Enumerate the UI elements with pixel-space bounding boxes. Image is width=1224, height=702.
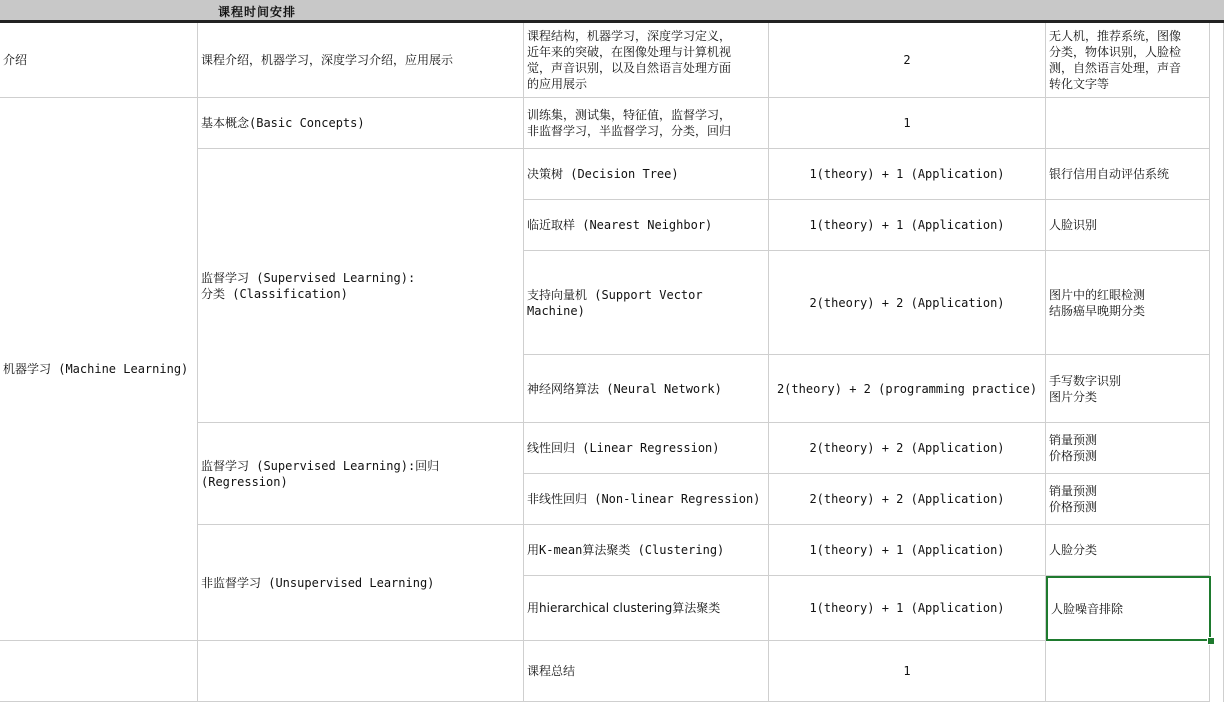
cell-topic-supervised-classification[interactable]: 监督学习 (Supervised Learning): 分类 (Classification) [198, 149, 524, 423]
cell-section-empty[interactable] [0, 641, 198, 702]
cell-content-hierarchical[interactable]: 用hierarchical clustering算法聚类 [524, 576, 769, 641]
cell-hours-nonlinear-regression[interactable]: 2(theory) + 2 (Application) [769, 474, 1046, 525]
cell-content-summary[interactable]: 课程总结 [524, 641, 769, 702]
cell-apps-hierarchical-selected[interactable]: 人脸噪音排除 [1046, 576, 1211, 641]
cell-apps-summary[interactable] [1046, 641, 1210, 702]
cell-hours-intro[interactable]: 2 [769, 23, 1046, 98]
cell-content-basic[interactable]: 训练集，测试集，特征值，监督学习， 非监督学习，半监督学习，分类，回归 [524, 98, 769, 149]
fill-handle[interactable] [1207, 637, 1215, 645]
cell-hours-neural-network[interactable]: 2(theory) + 2 (programming practice) [769, 355, 1046, 423]
cell-column-f[interactable] [1210, 23, 1224, 702]
cell-content-nonlinear-regression[interactable]: 非线性回归 (Non-linear Regression) [524, 474, 769, 525]
cell-apps-linear-regression[interactable]: 销量预测 价格预测 [1046, 423, 1210, 474]
cell-hours-summary[interactable]: 1 [769, 641, 1046, 702]
header-row[interactable] [0, 0, 1224, 23]
cell-content-svm[interactable]: 支持向量机 (Support Vector Machine) [524, 251, 769, 355]
cell-content-intro[interactable]: 课程结构，机器学习，深度学习定义， 近年来的突破，在图像处理与计算机视 觉，声音识别，以及自然语言处理方面 的应用展示 [524, 23, 769, 98]
cell-hours-nearest-neighbor[interactable]: 1(theory) + 1 (Application) [769, 200, 1046, 251]
cell-apps-nonlinear-regression[interactable]: 销量预测 价格预测 [1046, 474, 1210, 525]
cell-hours-kmeans[interactable]: 1(theory) + 1 (Application) [769, 525, 1046, 576]
cell-hours-svm[interactable]: 2(theory) + 2 (Application) [769, 251, 1046, 355]
sheet-title: 课程时间安排 [218, 5, 297, 19]
cell-hours-basic[interactable]: 1 [769, 98, 1046, 149]
cell-content-kmeans[interactable]: 用K-mean算法聚类 (Clustering) [524, 525, 769, 576]
cell-content-decision-tree[interactable]: 决策树 (Decision Tree) [524, 149, 769, 200]
cell-hours-linear-regression[interactable]: 2(theory) + 2 (Application) [769, 423, 1046, 474]
cell-topic-unsupervised[interactable]: 非监督学习 (Unsupervised Learning) [198, 525, 524, 641]
cell-apps-basic[interactable] [1046, 98, 1210, 149]
cell-content-nearest-neighbor[interactable]: 临近取样 (Nearest Neighbor) [524, 200, 769, 251]
cell-apps-decision-tree[interactable]: 银行信用自动评估系统 [1046, 149, 1210, 200]
cell-apps-intro[interactable]: 无人机，推荐系统，图像 分类，物体识别，人脸检 测，自然语言处理，声音 转化文字等 [1046, 23, 1210, 98]
cell-topic-intro[interactable]: 课程介绍，机器学习，深度学习介绍，应用展示 [198, 23, 524, 98]
cell-apps-svm[interactable]: 图片中的红眼检测 结肠癌早晚期分类 [1046, 251, 1210, 355]
cell-hours-decision-tree[interactable]: 1(theory) + 1 (Application) [769, 149, 1046, 200]
cell-section-intro[interactable]: 介绍 [0, 23, 198, 98]
cell-content-linear-regression[interactable]: 线性回归 (Linear Regression) [524, 423, 769, 474]
cell-topic-supervised-regression[interactable]: 监督学习 (Supervised Learning):回归 (Regression) [198, 423, 524, 525]
cell-apps-neural-network[interactable]: 手写数字识别 图片分类 [1046, 355, 1210, 423]
cell-hours-hierarchical[interactable]: 1(theory) + 1 (Application) [769, 576, 1046, 641]
cell-apps-nearest-neighbor[interactable]: 人脸识别 [1046, 200, 1210, 251]
cell-topic-empty[interactable] [198, 641, 524, 702]
cell-content-neural-network[interactable]: 神经网络算法 (Neural Network) [524, 355, 769, 423]
cell-apps-kmeans[interactable]: 人脸分类 [1046, 525, 1210, 576]
cell-topic-basic[interactable]: 基本概念(Basic Concepts) [198, 98, 524, 149]
cell-section-ml[interactable]: 机器学习 (Machine Learning) [0, 98, 198, 641]
